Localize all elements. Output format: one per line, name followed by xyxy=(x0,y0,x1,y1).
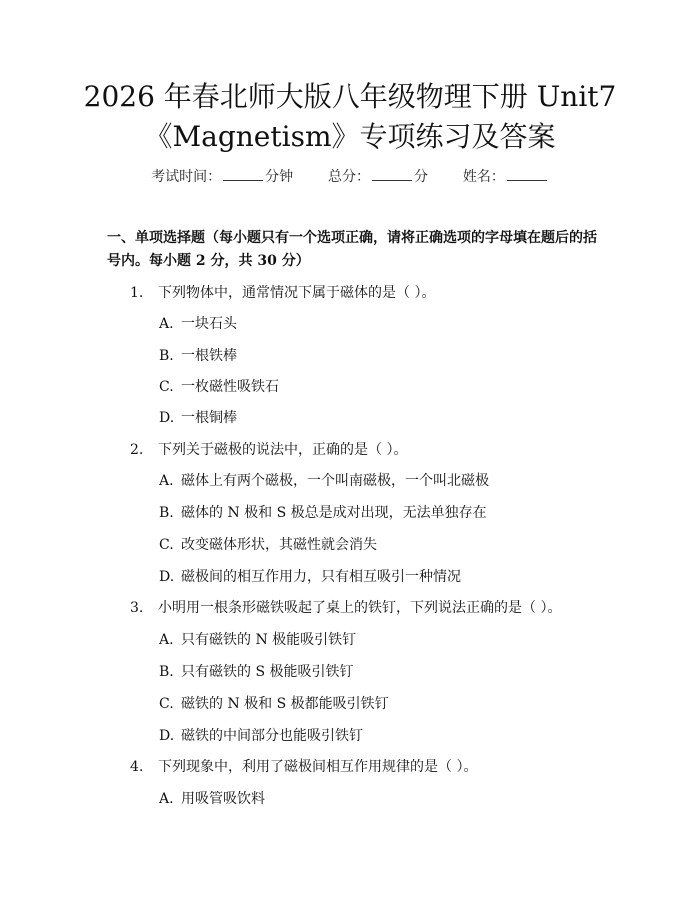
option-letter: D. xyxy=(159,728,175,744)
option-letter: D. xyxy=(159,569,175,585)
score-unit: 分 xyxy=(414,169,428,185)
question-number: 4. xyxy=(130,759,144,775)
option-text: 一根铁棒 xyxy=(181,348,237,364)
option-3c xyxy=(159,694,389,714)
option-text: 一根铜棒 xyxy=(181,410,237,426)
option-2c xyxy=(159,535,377,555)
option-text: 只有磁铁的 S 极能吸引铁钉 xyxy=(181,664,354,680)
option-text: 磁铁的 N 极和 S 极都能吸引铁钉 xyxy=(181,696,389,712)
option-letter: A. xyxy=(159,791,174,807)
option-text: 只有磁铁的 N 极能吸引铁钉 xyxy=(181,632,357,648)
question-text: 下列现象中，利用了磁极间相互作用规律的是（ ）。 xyxy=(158,759,478,775)
document-title-line-2: 《Magnetism》专项练习及答案 xyxy=(144,120,556,153)
option-letter: C. xyxy=(159,537,174,553)
option-3a xyxy=(159,630,356,650)
option-3d xyxy=(159,726,363,746)
option-text: 一块石头 xyxy=(181,316,237,332)
option-1d xyxy=(159,408,237,428)
section-heading-line-1: 一、单项选择题（每小题只有一个选项正确，请将正确选项的字母填在题后的括 xyxy=(107,230,597,246)
question-text: 下列关于磁极的说法中，正确的是（ ）。 xyxy=(158,442,408,458)
option-letter: D. xyxy=(159,410,175,426)
option-text: 用吸管吸饮料 xyxy=(181,791,265,807)
question-number: 1. xyxy=(130,285,144,301)
option-text: 磁极间的相互作用力，只有相互吸引一种情况 xyxy=(181,569,461,585)
section-heading-line-2: 号内。每小题 2 分，共 30 分） xyxy=(107,253,310,269)
exam-meta-line xyxy=(0,166,700,186)
option-1b xyxy=(159,346,237,366)
option-text: 一枚磁性吸铁石 xyxy=(181,379,279,395)
option-text: 磁铁的中间部分也能吸引铁钉 xyxy=(181,728,363,744)
option-letter: B. xyxy=(159,348,174,364)
option-4a xyxy=(159,789,265,809)
question-3 xyxy=(130,598,561,618)
question-number: 3. xyxy=(130,600,144,616)
option-text: 磁体的 N 极和 S 极总是成对出现，无法单独存在 xyxy=(181,505,487,521)
option-2d xyxy=(159,567,461,587)
question-number: 2. xyxy=(130,442,144,458)
option-letter: C. xyxy=(159,379,174,395)
time-unit: 分钟 xyxy=(265,169,294,185)
question-2 xyxy=(130,440,407,460)
score-blank[interactable] xyxy=(372,168,412,181)
option-letter: B. xyxy=(159,664,174,680)
question-text: 小明用一根条形磁铁吸起了桌上的铁钉，下列说法正确的是（ ）。 xyxy=(158,600,562,616)
document-title-line-1: 2026 年春北师大版八年级物理下册 Unit7 xyxy=(83,80,617,113)
option-letter: C. xyxy=(159,696,174,712)
score-label: 总分： xyxy=(328,169,370,185)
time-label: 考试时间： xyxy=(151,169,222,185)
question-4 xyxy=(130,757,477,777)
name-blank[interactable] xyxy=(507,168,547,181)
option-2b xyxy=(159,503,487,523)
question-1 xyxy=(130,283,435,303)
option-letter: A. xyxy=(159,316,174,332)
option-text: 改变磁体形状，其磁性就会消失 xyxy=(181,537,377,553)
name-label: 姓名： xyxy=(462,169,505,185)
option-text: 磁体上有两个磁极，一个叫南磁极，一个叫北磁极 xyxy=(181,473,489,489)
option-letter: B. xyxy=(159,505,174,521)
option-letter: A. xyxy=(159,473,174,489)
option-1c xyxy=(159,377,279,397)
option-1a xyxy=(159,314,237,334)
question-text: 下列物体中，通常情况下属于磁体的是（ ）。 xyxy=(158,285,436,301)
time-blank[interactable] xyxy=(223,168,263,181)
option-2a xyxy=(159,471,489,491)
option-3b xyxy=(159,662,354,682)
option-letter: A. xyxy=(159,632,174,648)
